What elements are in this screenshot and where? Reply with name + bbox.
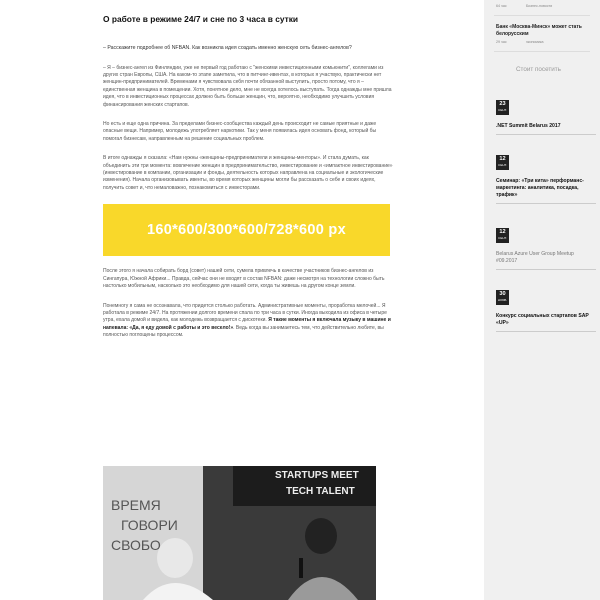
photo-banner-left-1: ВРЕМЯ [111,497,161,513]
news-meta [496,39,600,45]
news-meta [496,3,600,9]
article-paragraph [103,303,393,340]
event-day: 30 [499,291,506,297]
top-news [484,0,600,9]
calendar-icon [496,228,509,243]
calendar-icon [496,155,509,170]
event-title[interactable]: .NET Summit Belarus 2017 [496,123,561,129]
highlighted-text: Я такие моменты я включала музыку в машине и напевала: «Да, я еду домой с работы и это весело!» [103,317,391,331]
calendar-icon [496,290,509,305]
event-title[interactable]: Конкурс социальных стартапов SAP «UP» [496,313,589,326]
paragraph-text: . Ведь когда вы занимаетесь тем, что действительно любите, вы полностью поглощены процессом. [103,324,384,339]
photo-banner-right-1: STARTUPS MEET [275,470,359,481]
event-title[interactable]: Belarus Azure User Group Meetup #09.2017 [496,251,574,264]
event-day: 12 [499,229,506,235]
event-day: 23 [499,101,506,107]
event-day: 12 [499,156,506,162]
news-time: 64 час [496,4,507,8]
calendar-icon [496,100,509,115]
event-item[interactable] [496,290,596,332]
divider [494,51,590,52]
event-month: СЕНТ. [498,108,507,112]
photo-banner-left-3: СВОБО [111,537,161,553]
divider [494,15,590,16]
event-month: СЕНТ. [498,236,507,240]
news-time: 29 час [496,40,507,45]
divider [496,134,596,135]
ad-banner[interactable]: 160*600/300*600/728*600 px [103,204,390,256]
article [103,0,393,340]
event-photo-illustration [103,466,376,600]
event-item[interactable] [496,100,596,135]
event-item[interactable] [496,155,596,204]
divider [496,331,596,332]
event-item[interactable] [496,228,596,270]
article-photo [103,466,376,600]
article-paragraph: – Я – бизнес-ангел из Финляндии, уже не первый год работаю с "женскими инвестиционными комьюнити", коллегами из других стран Европы, США. На каком-то этапе заметила, что в питчинг-ивентах, в которых я участвую, практически нет женщин-предпринимателей. Временами я чувствовала себя почти обязанной выступить, просто потому, что я – единственная женщина в помещении. Хотя, понятное дело, мне не всегда хотелось выступать. Тогда однажды мне пришла идея, что в инвестиционных процессах должно быть больше женщин, что, вероятно, необходимо улучшить условия финансирования женских стартапов. [103,64,392,108]
news-category[interactable]: экономика [526,40,544,45]
news-category[interactable]: Бизнес-новости [526,4,553,8]
article-paragraph: Но есть и еще одна причина. За пределами бизнес-сообщества каждый день происходит не самые приятные и даже опасные вещи. Например, молодежь употребляет наркотики. Так у меня появилась идея основать фонд, который бы помогал бизнесам, направленным на решение социальных проблем. [103,121,377,142]
divider [496,269,596,270]
paragraph-text: Понемногу я сама не осознавала, что придется столько работать. Административные моменты, проработка мелочей... Я работала в режиме 24/7. На протяжении долгого времени спала по три часа в сутки. Иногда выходила из офиса в четыре утра, ехала домой и видела, как молодежь возвращается с дискотеки. [103,302,387,324]
article-paragraph: В итоге однажды я сказала: «Нам нужны «женщины-предприниматели и женщины-менторы». И стала думать, как объединить эти три момента: вовлечение женщин в предпринимательство, инвестирование и «импактное инвестирование» (инвестирование в компании, организации и фонды, деятельность которых направлена на социальные и экологические изменения). Начала организовывать ивенты, во время которых женщины могли бы рассказать о себе и своих идеях, получить совет и, что немаловажно, познакомиться с инвесторами. [103,155,393,191]
event-month: НОЯБ. [497,298,508,302]
event-title[interactable]: Семинар: «Три кита» перформанс-маркетинга: аналитика, посадка, трафик» [496,178,584,198]
visit-heading: Стоит посетить [516,66,561,74]
news-link[interactable]: Банк «Москва-Минск» может стать белорусским [496,24,582,37]
divider [496,203,596,204]
article-title: О работе в режиме 24/7 и сне по 3 часа в сутки [103,14,299,24]
article-question: – Расскажите подробнее об NFBAN. Как возникла идея создать именно женскую сеть бизнес-ангелов? [103,45,352,51]
article-paragraph: После этого я начала собирать борд (совет) нашей сети, сумела привлечь в качестве участников бизнес-ангелов из Сингапура, Южной Африки... Правда, сейчас они не входят в состав NFBAN: даже несмотря на технологии сложно быть настолько мобильным, насколько это необходимо для нашей сети, когда ты живешь на другом конце земли. [103,268,385,290]
photo-banner-left-2: ГОВОРИ [121,517,178,533]
photo-banner-right-2: TECH TALENT [286,486,355,497]
event-month: СЕНТ. [498,163,507,167]
